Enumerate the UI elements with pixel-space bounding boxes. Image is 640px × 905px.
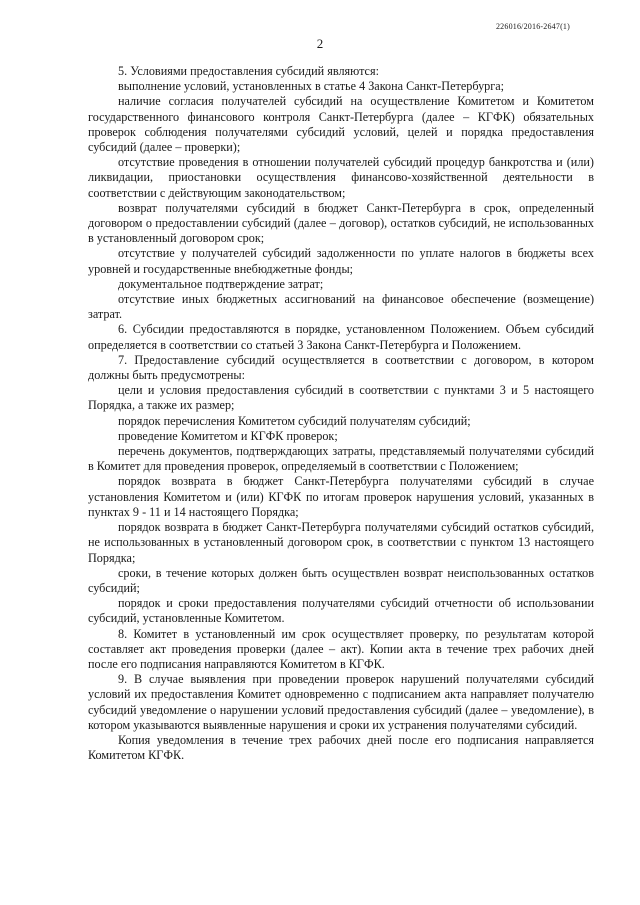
- paragraph: цели и условия предоставления субсидий в соответствии с пунктами 3 и 5 настоящего Порядка, а также их размер;: [88, 383, 594, 413]
- paragraph: документальное подтверждение затрат;: [118, 276, 324, 291]
- paragraph: порядок возврата в бюджет Санкт-Петербурга получателями субсидий остатков субсидий, не использованных в установленный договором срок, в соответствии с пунктом 13 настоящего Порядка;: [88, 520, 594, 565]
- paragraph: 9. В случае выявления при проведении проверок нарушений получателями субсидий условий их предоставления Комитет одновременно с подписанием акта направляет получателю субсидий уведомление о нарушении условий предоставления субсидий (далее – уведомление), в котором указываются выявленные нарушения и сроки их устранения получателями субсидий.: [88, 672, 594, 732]
- document-body: [88, 64, 594, 763]
- paragraph: проведение Комитетом и КГФК проверок;: [118, 428, 338, 443]
- paragraph: перечень документов, подтверждающих затраты, представляемый получателями субсидий в Комитет для проведения проверок, определяемый в соответствии с Положением;: [88, 444, 594, 474]
- paragraph: отсутствие у получателей субсидий задолженности по уплате налогов в бюджеты всех уровней и государственные внебюджетные фонды;: [88, 246, 594, 276]
- page-number: 2: [316, 36, 324, 51]
- paragraph: наличие согласия получателей субсидий на осуществление Комитетом и Комитетом государственного финансового контроля Санкт-Петербурга (далее – КГФК) обязательных проверок соблюдения получателями субсидий условий, целей и порядка предоставления субсидий (далее – проверки);: [88, 94, 594, 155]
- paragraph: выполнение условий, установленных в статье 4 Закона Санкт-Петербурга;: [118, 79, 505, 94]
- paragraph: порядок возврата в бюджет Санкт-Петербурга получателями субсидий в случае установления Комитетом и (или) КГФК по итогам проверок нарушения условий, указанных в пунктах 9 - 11 и 14 настоящего Порядка;: [88, 474, 594, 519]
- paragraph: 6. Субсидии предоставляются в порядке, установленном Положением. Объем субсидий определяется в соответствии со статьей 3 Закона Санкт-Петербурга и Положением.: [88, 322, 594, 352]
- paragraph: сроки, в течение которых должен быть осуществлен возврат неиспользованных остатков субсидий;: [88, 565, 594, 595]
- document-registration-number: 226016/2016-2647(1): [495, 22, 570, 31]
- paragraph: порядок перечисления Комитетом субсидий получателям субсидий;: [118, 413, 471, 428]
- paragraph: 5. Условиями предоставления субсидий являются:: [118, 64, 379, 78]
- paragraph: 7. Предоставление субсидий осуществляется в соответствии с договором, в котором должны быть предусмотрены:: [88, 352, 594, 383]
- paragraph: Копия уведомления в течение трех рабочих дней после его подписания направляется Комитетом КГФК.: [88, 732, 594, 763]
- paragraph: отсутствие иных бюджетных ассигнований на финансовое обеспечение (возмещение) затрат.: [88, 292, 594, 322]
- paragraph: возврат получателями субсидий в бюджет Санкт-Петербурга в срок, определенный договором о предоставлении субсидий (далее – договор), остатков субсидий, не использованных в установленный договором срок;: [88, 200, 594, 246]
- paragraph: отсутствие проведения в отношении получателей субсидий процедур банкротства и (или) ликвидации, приостановки осуществления финансово-хозяйственной деятельности в соответствии с действующим законодательством;: [88, 155, 594, 200]
- paragraph: порядок и сроки предоставления получателями субсидий отчетности об использовании субсидий, установленные Комитетом.: [88, 596, 594, 626]
- paragraph: 8. Комитет в установленный им срок осуществляет проверку, по результатам которой составляет акт проведения проверки (далее – акт). Копии акта в течение трех рабочих дней после его подписания направляются Комитетом в КГФК.: [88, 626, 594, 671]
